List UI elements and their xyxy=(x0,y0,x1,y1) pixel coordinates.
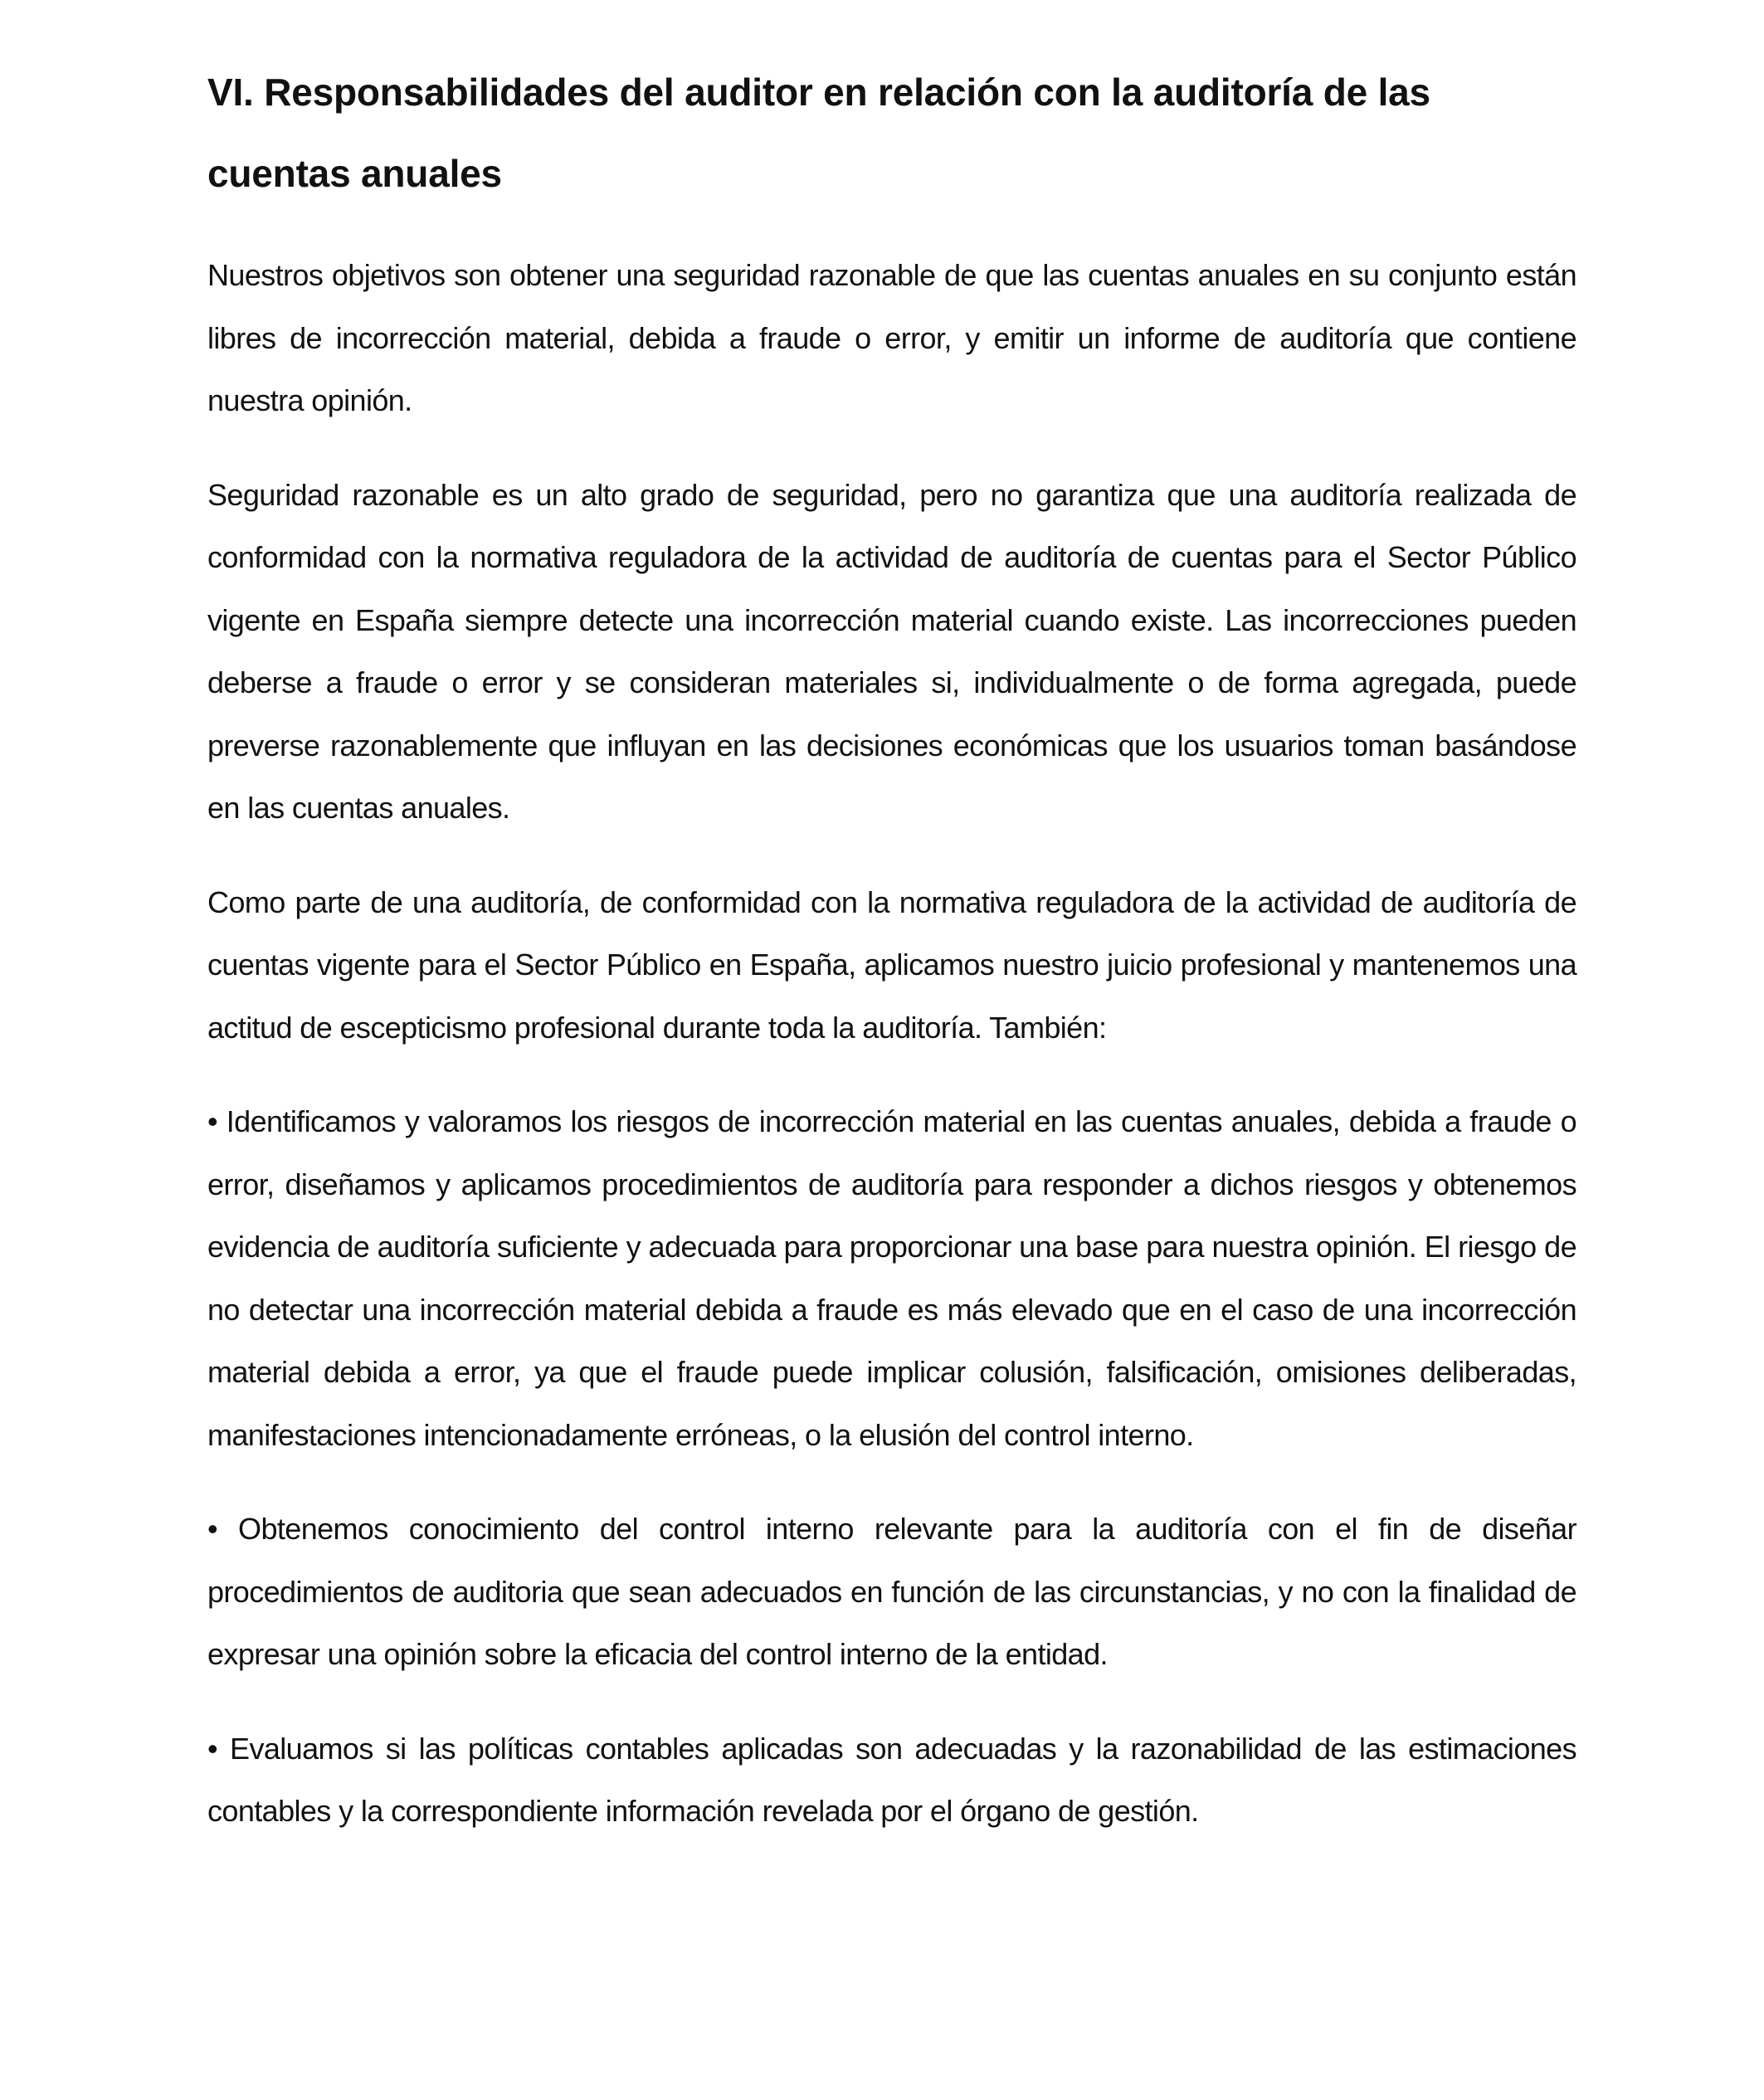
section-heading: VI. Responsabilidades del auditor en relación con la auditoría de las cuentas anuales xyxy=(207,71,1430,195)
paragraph-reasonable-assurance: Seguridad razonable es un alto grado de seguridad, pero no garantiza que una auditoría realizada de conformidad con la normativa reguladora de la actividad de auditoría de cuentas para el Sector Público vigente en España siempre detecte una incorrección material cuando existe. Las incorrecciones pueden deberse a fraude o error y se consideran materiales si, individualmente o de forma agregada, puede preverse razonablemente que influyan en las decisiones económicas que los usuarios toman basándose en las cuentas anuales. xyxy=(207,477,1576,825)
bullet-identify-risks: • Identificamos y valoramos los riesgos de incorrección material en las cuentas anuales, debida a fraude o error, diseñamos y aplicamos procedimientos de auditoría para responder a dichos riesgos y obtenemos evidencia de auditoría suficiente y adecuada para proporcionar una base para nuestra opinión. El riesgo de no detectar una incorrección material debida a fraude es más elevado que en el caso de una incorrección material debida a error, ya que el fraude puede implicar colusión, falsificación, omisiones deliberadas, manifestaciones intencionadamente erróneas, o la elusión del control interno. xyxy=(207,1104,1576,1452)
paragraph-professional-judgment: Como parte de una auditoría, de conformidad con la normativa reguladora de la actividad de auditoría de cuentas vigente para el Sector Público en España, aplicamos nuestro juicio profesional y mantenemos una actitud de escepticismo profesional durante toda la auditoría. También: xyxy=(207,884,1576,1045)
paragraph-objectives: Nuestros objetivos son obtener una seguridad razonable de que las cuentas anuales en su conjunto están libres de incorrección material, debida a fraude o error, y emitir un informe de auditoría que contiene nuestra opinión. xyxy=(207,258,1576,417)
document-page xyxy=(207,51,1576,1874)
bullet-accounting-policies: • Evaluamos si las políticas contables aplicadas son adecuadas y la razonabilidad de las estimaciones contables y la correspondiente información revelada por el órgano de gestión. xyxy=(207,1731,1576,1828)
bullet-internal-control: • Obtenemos conocimiento del control interno relevante para la auditoría con el fin de diseñar procedimientos de auditoria que sean adecuados en función de las circunstancias, y no con la finalidad de expresar una opinión sobre la eficacia del control interno de la entidad. xyxy=(207,1512,1576,1671)
